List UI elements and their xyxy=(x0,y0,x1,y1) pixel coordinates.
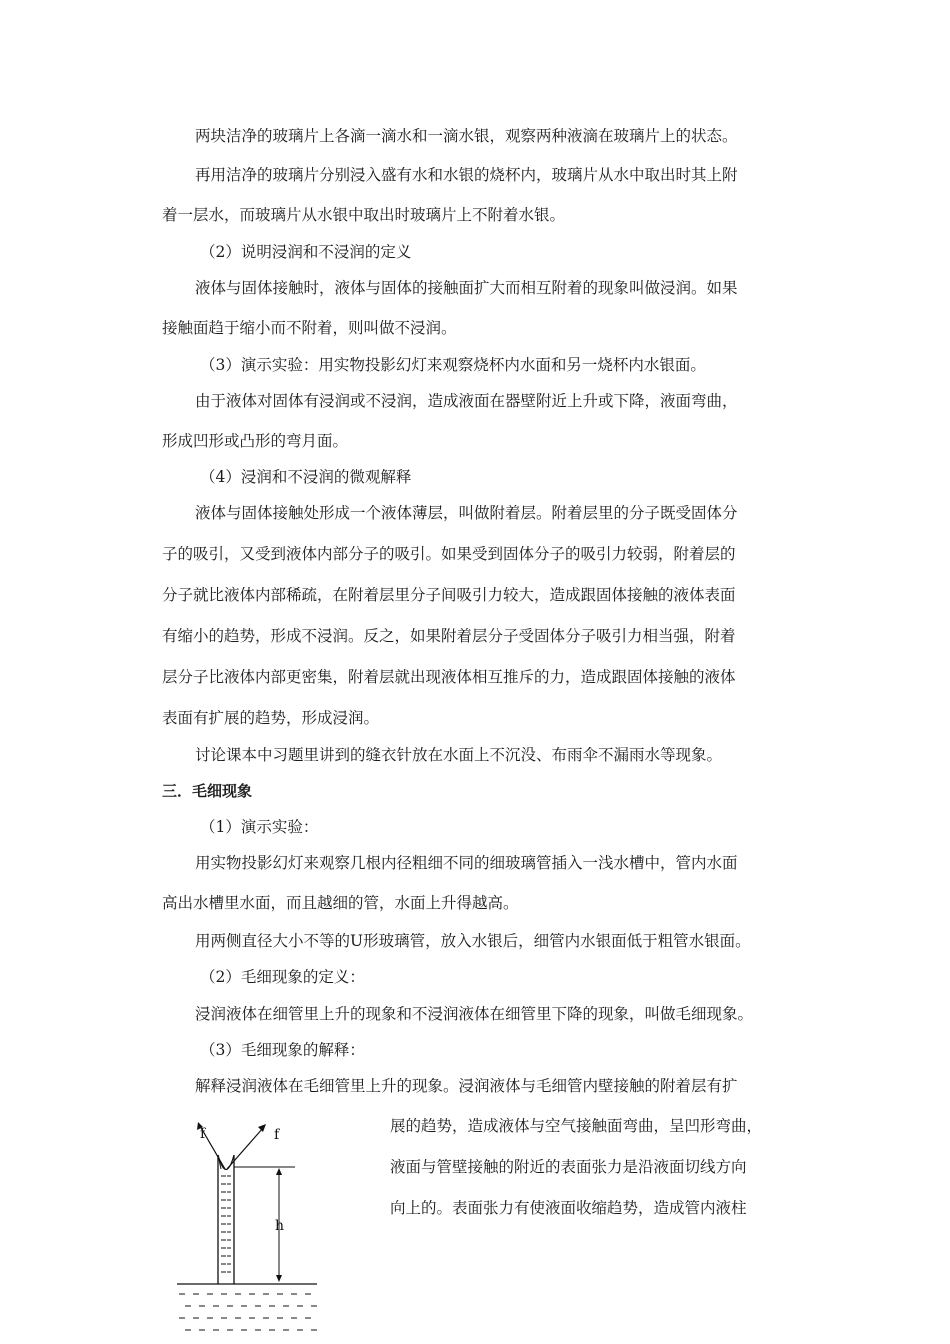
section-subheading: （3）演示实验：用实物投影幻灯来观察烧杯内水面和另一烧杯内水银面。 xyxy=(200,356,706,374)
paragraph-line: 着一层水，而玻璃片从水银中取出时玻璃片上不附着水银。 xyxy=(162,206,566,224)
force-label-left: f xyxy=(200,1126,206,1142)
paragraph-line: 向上的。表面张力有使液面收缩趋势，造成管内液柱 xyxy=(390,1199,747,1217)
height-label: h xyxy=(275,1218,285,1234)
paragraph-line: 层分子比液体内部更密集，附着层就出现液体相互推斥的力，造成跟固体接触的液体 xyxy=(162,668,736,686)
paragraph-line: 两块洁净的玻璃片上各滴一滴水和一滴水银，观察两种液滴在玻璃片上的状态。 xyxy=(195,127,738,145)
section-subheading: （3）毛细现象的解释： xyxy=(200,1041,365,1059)
paragraph-line: 高出水槽里水面，而且越细的管，水面上升得越高。 xyxy=(162,894,519,912)
paragraph-line: 接触面趋于缩小而不附着，则叫做不浸润。 xyxy=(162,319,457,337)
section-subheading: （2）说明浸润和不浸润的定义 xyxy=(200,243,412,261)
paragraph-line: 解释浸润液体在毛细管里上升的现象。浸润液体与毛细管内壁接触的附着层有扩 xyxy=(195,1077,738,1095)
paragraph-line: 液面与管壁接触的附近的表面张力是沿液面切线方向 xyxy=(390,1158,747,1176)
paragraph-line: 形成凹形或凸形的弯月面。 xyxy=(162,432,349,450)
paragraph-line: 液体与固体接触处形成一个液体薄层，叫做附着层。附着层里的分子既受固体分 xyxy=(195,504,738,522)
paragraph-line: 讨论课本中习题里讲到的缝衣针放在水面上不沉没、布雨伞不漏雨水等现象。 xyxy=(195,746,723,764)
section-subheading: （2）毛细现象的定义： xyxy=(200,968,365,986)
paragraph-line: 子的吸引，又受到液体内部分子的吸引。如果受到固体分子的吸引力较弱，附着层的 xyxy=(162,545,736,563)
paragraph-line: 用实物投影幻灯来观察几根内径粗细不同的细玻璃管插入一浅水槽中，管内水面 xyxy=(195,854,738,872)
paragraph-line: 表面有扩展的趋势，形成浸润。 xyxy=(162,709,380,727)
paragraph-line: 液体与固体接触时，液体与固体的接触面扩大而相互附着的现象叫做浸润。如果 xyxy=(195,279,738,297)
section-subheading: （4）浸润和不浸润的微观解释 xyxy=(200,468,412,486)
paragraph-line: 分子就比液体内部稀疏，在附着层里分子间吸引力较大，造成跟固体接触的液体表面 xyxy=(162,586,736,604)
paragraph-line: 再用洁净的玻璃片分别浸入盛有水和水银的烧杯内，玻璃片从水中取出时其上附 xyxy=(195,166,738,184)
section-heading: 三．毛细现象 xyxy=(162,782,253,800)
force-label-right: f xyxy=(274,1127,280,1143)
paragraph-line: 浸润液体在细管里上升的现象和不浸润液体在细管里下降的现象，叫做毛细现象。 xyxy=(195,1005,754,1023)
paragraph-line: 有缩小的趋势，形成不浸润。反之，如果附着层分子受固体分子吸引力相当强，附着 xyxy=(162,627,736,645)
paragraph-line: 由于液体对固体有浸润或不浸润，造成液面在器壁附近上升或下降，液面弯曲， xyxy=(195,392,738,410)
paragraph-line: 展的趋势，造成液体与空气接触面弯曲，呈凹形弯曲， xyxy=(390,1117,763,1135)
capillary-tube-figure xyxy=(165,1112,335,1344)
section-subheading: （1）演示实验： xyxy=(200,818,319,836)
paragraph-line: 用两侧直径大小不等的U形玻璃管，放入水银后，细管内水银面低于粗管水银面。 xyxy=(195,932,751,950)
